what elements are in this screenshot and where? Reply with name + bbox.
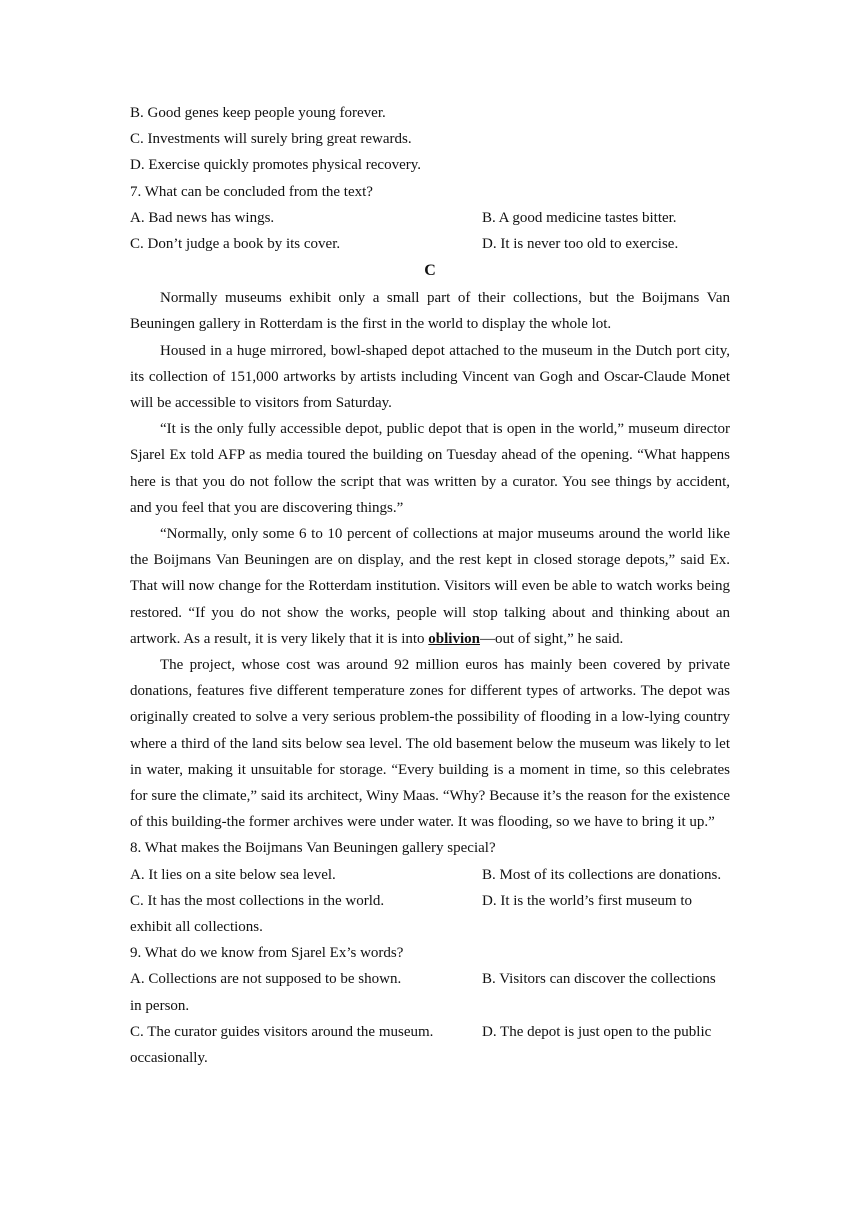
question-8-options-row-1 bbox=[130, 862, 730, 888]
question-8-option-b: B. Most of its collections are donations. bbox=[482, 866, 722, 883]
question-7-option-c: C. Don’t judge a book by its cover. bbox=[130, 235, 341, 252]
question-8-options-row-2 bbox=[130, 888, 730, 914]
question-9-option-d-continued: occasionally. bbox=[130, 1049, 208, 1066]
passage-paragraph-3-text: “It is the only fully accessible depot, public depot that is open in the world,” museum director Sjarel Ex told AFP as media toured the building on Tuesday ahead of the opening. “What happens here is that you do not follow the script that was written by a curator. You see things by accident, and you feel that you are discovering things.” bbox=[130, 421, 730, 516]
question-9-option-d: D. The depot is just open to the public bbox=[482, 1023, 712, 1040]
passage-paragraph-2 bbox=[130, 338, 730, 417]
option-b-previous: B. Good genes keep people young forever. bbox=[130, 105, 386, 121]
question-8-option-d: D. It is the world’s first museum to bbox=[482, 892, 692, 909]
question-8-option-c: C. It has the most collections in the world. bbox=[130, 892, 385, 909]
section-title: C bbox=[424, 262, 436, 280]
passage-paragraph-4 bbox=[130, 521, 730, 652]
question-8-option-a: A. It lies on a site below sea level. bbox=[130, 866, 336, 883]
question-9: 9. What do we know from Sjarel Ex’s words? bbox=[130, 945, 404, 962]
question-9-option-a: A. Collections are not supposed to be shown. bbox=[130, 971, 402, 988]
question-7-options-row-2 bbox=[130, 231, 730, 257]
question-9-options-row-2 bbox=[130, 1019, 730, 1045]
question-7-option-d: D. It is never too old to exercise. bbox=[482, 235, 679, 252]
passage-paragraph-5 bbox=[130, 652, 730, 835]
question-8: 8. What makes the Boijmans Van Beuningen gallery special? bbox=[130, 840, 496, 857]
question-7-options-row-1 bbox=[130, 205, 730, 231]
keyword-oblivion: oblivion bbox=[428, 630, 480, 647]
option-c-previous: C. Investments will surely bring great rewards. bbox=[130, 131, 412, 148]
option-d-previous: D. Exercise quickly promotes physical recovery. bbox=[130, 157, 422, 174]
question-9-option-b-continued: in person. bbox=[130, 997, 190, 1014]
passage-paragraph-1 bbox=[130, 285, 730, 337]
question-9-option-b: B. Visitors can discover the collections bbox=[482, 971, 716, 988]
question-7-option-b: B. A good medicine tastes bitter. bbox=[482, 209, 677, 226]
question-7-option-a: A. Bad news has wings. bbox=[130, 209, 275, 226]
passage-paragraph-5-text: The project, whose cost was around 92 million euros has mainly been covered by private donations, features five different temperature zones for different types of artworks. The depot was originally created to solve a very serious problem-the possibility of flooding in a low-lying country where a third of the land sits below sea level. The old basement below the museum was likely to let in water, making it unsuitable for storage. “Every building is a moment in time, so this celebrates for sure the climate,” said its architect, Winy Maas. “Why? Because it’s the reason for the existence of this building-the former archives were under water. It was flooding, so we have to bring it up.” bbox=[130, 656, 730, 831]
passage-paragraph-4-end: —out of sight,” he said. bbox=[479, 630, 624, 647]
passage-paragraph-1-text: Normally museums exhibit only a small part of their collections, but the Boijmans Van Beuningen gallery in Rotterdam is the first in the world to display the whole lot. bbox=[130, 290, 730, 333]
question-7: 7. What can be concluded from the text? bbox=[130, 183, 373, 200]
passage-paragraph-4-text: “Normally, only some 6 to 10 percent of collections at major museums around the world like the Boijmans Van Beuningen are on display, and the rest kept in closed storage depots,” said Ex. That will now change for the Rotterdam institution. Visitors will even be able to watch works being restored. “If you do not show the works, people will stop talking about and thinking about an artwork. As a result, it is very likely that it is into bbox=[130, 525, 730, 647]
question-9-options-row-1 bbox=[130, 966, 730, 992]
document-page bbox=[130, 100, 730, 1071]
passage-paragraph-2-text: Housed in a huge mirrored, bowl-shaped depot attached to the museum in the Dutch port city, its collection of 151,000 artworks by artists including Vincent van Gogh and Oscar-Claude Monet will be accessible to visitors from Saturday. bbox=[130, 342, 730, 411]
question-8-option-d-continued: exhibit all collections. bbox=[130, 918, 263, 935]
passage-paragraph-3 bbox=[130, 416, 730, 521]
question-9-option-c: C. The curator guides visitors around the museum. bbox=[130, 1023, 434, 1040]
